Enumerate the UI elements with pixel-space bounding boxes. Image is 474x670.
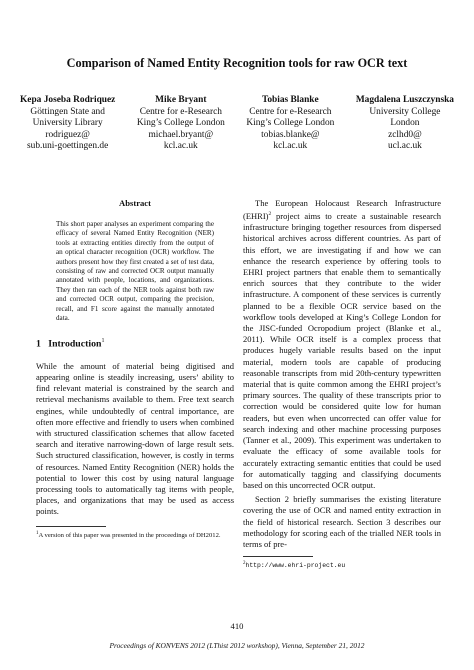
author-affiliation-line: University College (369, 106, 441, 117)
paragraph-text: The European Holocaust Research Infrastructure (EHRI) (243, 198, 441, 222)
author-affiliation-line: Göttingen State and (30, 106, 105, 117)
author-email-line: michael.bryant@ (148, 129, 214, 140)
author-email-line: kcl.ac.uk (273, 141, 308, 152)
abstract-text: This short paper analyses an experiment comparing the efficacy of several Named Entity Recognition (NER) tools at extracting entities directly from the output of an optical character recognition (OCR) workflow. The authors present how they first created a set of test data, consisting of raw and corrected OCR output manually annotated with people, locations, and organizations. They then ran each of the NER tools against both raw and corrected OCR output, comparing the precision, recall, and F1 score against the manually annotated data. (56, 220, 214, 323)
section-heading-introduction (36, 338, 234, 349)
author-affiliation-line: London (390, 118, 420, 129)
section-number: 1 (36, 338, 41, 350)
author-4 (356, 95, 454, 153)
author-affiliation-line: King’s College London (246, 118, 335, 129)
author-affiliation-line: King’s College London (136, 118, 225, 129)
paragraph-text: project aims to create a sustainable research infrastructure bringing together resources from dispersed historical archives across different countries. As part of this effort, we are investigating if and how we can enhance the research experience by offering tools to EHRI project partners that enable them to semantically enrich sources that they contribute to the wider infrastructure. A component of these services is currently planned to be a flexible OCR service based on the workflow tools developed at King’s College London for the JISC-funded Ocropodium project (Blanke et al., 2011). While OCR itself is a complex process that produces hugely variable results based on the input material, modern tools are capable of producing reasonable transcripts from mid 20th-century typewritten material that is quite common among the EHRI project’s primary sources. The quality of these transcripts prior to correction would be considered quite low for human readers, but even when uncorrected can offer value for search indexing and other machine processing purposes (Tanner et al., 2009). This experiment was undertaken to evaluate the efficacy of some available tools for accurately extracting semantic entities that could be used for automatically tagging and classifying documents based on this uncorrected OCR output. (243, 211, 441, 490)
author-affiliation-line: Centre for e-Research (139, 106, 222, 117)
footnote-marker: 1 (101, 338, 105, 345)
author-name: Magdalena Luszczynska (355, 95, 454, 105)
paper-title: Comparison of Named Entity Recognition tools for raw OCR text (66, 56, 408, 70)
author-email-line: ucl.ac.uk (387, 141, 422, 152)
author-email-line: zclhd0@ (388, 129, 422, 140)
author-email-line: rodriguez@ (45, 129, 90, 140)
left-column (36, 198, 234, 540)
author-affiliation-line: Centre for e-Research (249, 106, 332, 117)
author-1 (20, 95, 115, 153)
introduction-paragraph: While the amount of material being digitised and appearing online is steadily increasing, users’ ability to find relevant material is constrained by the search and retrieval mechanisms available to them. Free text search engines, while undoubtedly of central importance, are often more effective and friendly to users when combined with structured classification schemes that allow faceted search and iterative narrowing-down of large result sets. Such structured classification, however, is costly in terms of resources. Named Entity Recognition (NER) holds the potential to lower this cost by using natural language processing tools to automatically tag items with people, places, and organizations that may be used as access points. (36, 360, 234, 517)
author-name: Kepa Joseba Rodriquez (20, 95, 116, 105)
right-column (243, 198, 441, 571)
author-name: Mike Bryant (155, 95, 207, 105)
footnote-url[interactable]: http://www.ehri-project.eu (245, 562, 346, 570)
author-email-line: tobias.blanke@ (261, 129, 320, 140)
footnote-divider (243, 556, 313, 557)
section-overview-paragraph: Section 2 briefly summarises the existing literature covering the use of OCR and named entity extraction in the field of historical research. Section 3 describes our methodology for scoring each of the trialled NER tools in terms of pre- (243, 494, 441, 549)
footnote-1 (36, 530, 234, 541)
footnote-divider (36, 526, 106, 527)
footnote-marker: 2 (268, 211, 272, 218)
author-email-line: kcl.ac.uk (163, 141, 198, 152)
author-block (20, 95, 454, 153)
page-number: 410 (230, 621, 244, 631)
author-email-line: sub.uni-goettingen.de (27, 141, 109, 152)
footnote-mark: 1 (36, 530, 39, 536)
section-title: Introduction (48, 338, 102, 350)
abstract-heading: Abstract (119, 198, 151, 208)
footnote-2 (243, 560, 441, 571)
author-affiliation-line: University Library (32, 118, 103, 129)
proceedings-footer: Proceedings of KONVENS 2012 (LThist 2012 workshop), Vienna, September 21, 2012 (109, 641, 365, 650)
author-3 (246, 95, 334, 153)
footnote-text: A version of this paper was presented in the proceedings of DH2012. (38, 531, 221, 539)
author-2 (137, 95, 225, 153)
ehri-paragraph (243, 198, 441, 491)
author-name: Tobias Blanke (261, 95, 319, 105)
footnote-mark: 2 (243, 561, 246, 567)
